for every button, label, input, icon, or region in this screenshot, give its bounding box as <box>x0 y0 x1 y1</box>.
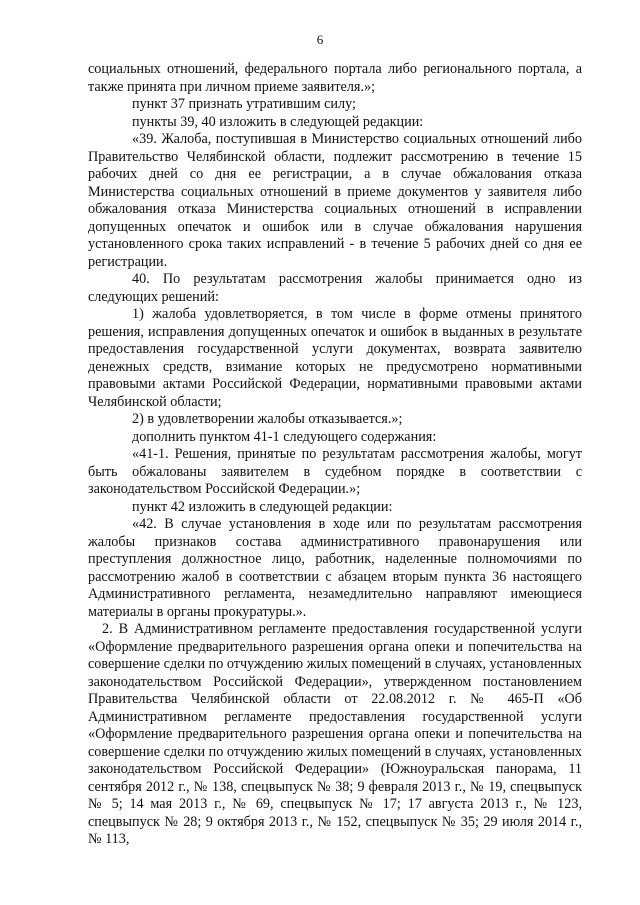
paragraph-items-39-40: пункты 39, 40 изложить в следующей редакции: <box>132 113 424 130</box>
paragraph-clause-42: «42. В случае установления в ходе или по результатам рассмотрения жалобы признаков состава административного правонарушения или преступления должностное лицо, работник, наделенные полномочиями по рассмотрению жалоб в соответствии с абзацем вторым пункта 36 настоящего Административного регламента, незамедлительно направляют имеющиеся материалы в органы прокуратуры.». <box>88 516 582 620</box>
paragraph-add-41-1: дополнить пунктом 41-1 следующего содержания: <box>132 428 437 445</box>
paragraph-clause-39: «39. Жалоба, поступившая в Министерство социальных отношений либо Правительство Челябинской области, подлежит рассмотрению в течение 15 рабочих дней со дня ее регистрации, а в случае обжалования отказа Министерства социальных отношений в приеме документов у заявителя либо обжалования отказа Министерства социальных отношений в исправлении допущенных опечаток и ошибок или в случае обжалования нарушения установленного срока таких исправлений - в течение 5 рабочих дней со дня ее регистрации. <box>88 131 582 270</box>
paragraph-decision-2: 2) в удовлетворении жалобы отказывается.»; <box>132 411 403 427</box>
page-number: 6 <box>316 32 324 47</box>
paragraph-item-42: пункт 42 изложить в следующей редакции: <box>132 498 393 515</box>
paragraph-decision-1: 1) жалоба удовлетворяется, в том числе в форме отмены принятого решения, исправления допущенных опечаток и ошибок в выданных в результате предоставления государственной услуги документах, возврата заявителю денежных средств, взимание которых не предусмотрено нормативными правовыми актами Российской Федерации, нормативными правовыми актами Челябинской области; <box>88 306 582 410</box>
paragraph-clause-41-1: «41-1. Решения, принятые по результатам рассмотрения жалобы, могут быть обжалованы заявителем в судебном порядке в соответствии с законодательством Российской Федерации.»; <box>88 446 582 497</box>
paragraph-item-37: пункт 37 признать утратившим силу; <box>132 96 356 112</box>
paragraph-section-2: 2. В Административном регламенте предоставления государственной услуги «Оформление предварительного разрешения органа опеки и попечительства на совершение сделки по отчуждению жилых помещений в случаях, установленных законодательством Российской Федерации», утвержденном постановлением Правительства Челябинской области от 22.08.2012 г. № 465-П «Об Административном регламенте предоставления государственной услуги «Оформление предварительного разрешения органа опеки и попечительства на совершение сделки по отчуждению жилых помещений в случаях, установленных законодательством Российской Федерации» (Южноуральская панорама, 11 сентября 2012 г., № 138, спецвыпуск № 38; 9 февраля 2013 г., № 19, спецвыпуск № 5; 14 мая 2013 г., № 69, спецвыпуск № 17; 17 августа 2013 г., № 123, спецвыпуск № 28; 9 октября 2013 г., № 152, спецвыпуск № 35; 29 июля 2014 г., № 113, <box>88 621 582 847</box>
paragraph-clause-40: 40. По результатам рассмотрения жалобы принимается одно из следующих решений: <box>88 271 582 305</box>
document-body <box>88 61 582 849</box>
paragraph-continuation: социальных отношений, федерального портала либо регионального портала, а также принята при личном приеме заявителя.»; <box>88 61 582 95</box>
